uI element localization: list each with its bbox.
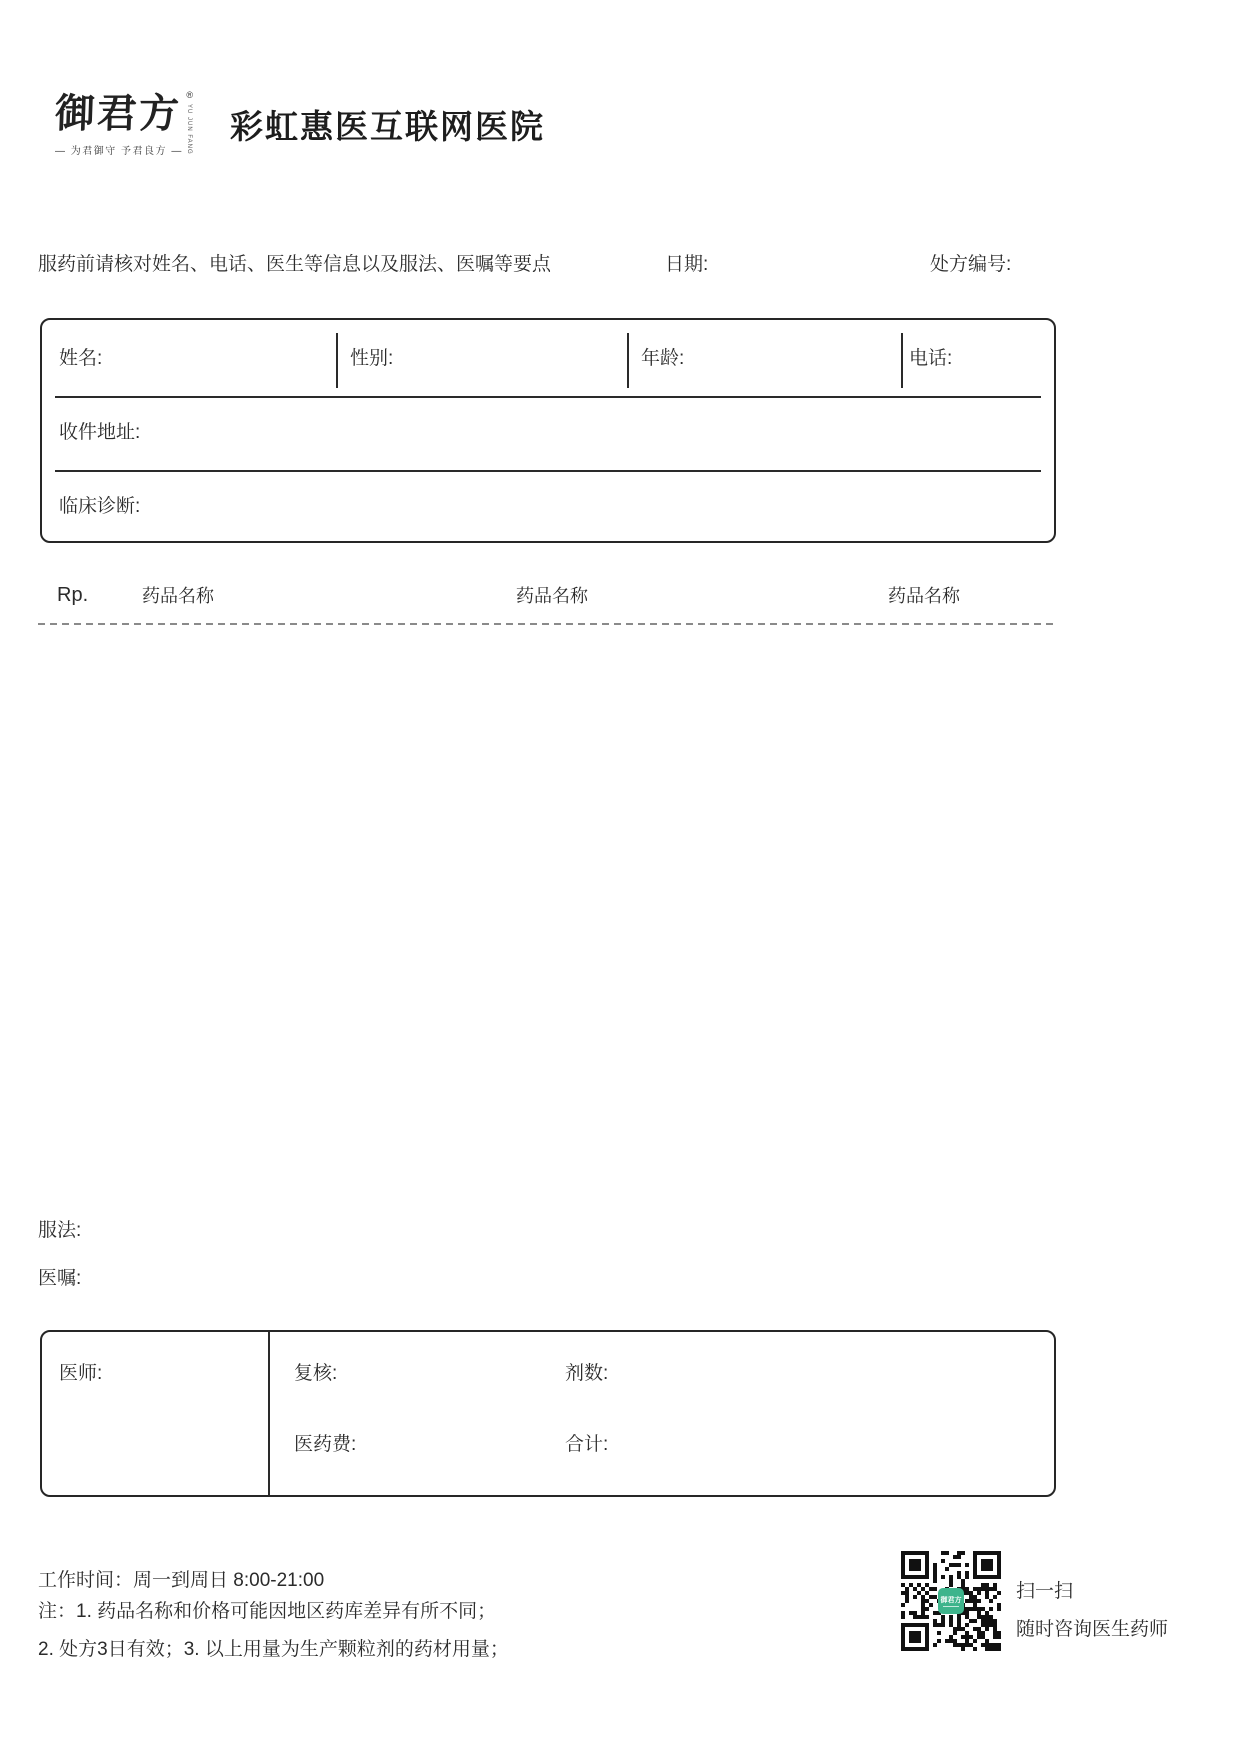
- doctor-label: 医师:: [59, 1363, 103, 1384]
- column-divider: [901, 333, 903, 388]
- registered-mark-icon: ®: [186, 90, 193, 100]
- advice-label: 医嘱:: [38, 1268, 82, 1289]
- drug-column-header-3: 药品名称: [888, 586, 960, 606]
- patient-info-box: [40, 318, 1056, 543]
- note-line-2: 2. 处方3日有效；3. 以上用量为生产颗粒剂的药材用量；: [38, 1639, 509, 1660]
- notice-text: 服药前请核对姓名、电话、医生等信息以及服法、医嘱等要点: [38, 254, 552, 275]
- drug-column-header-2: 药品名称: [516, 586, 588, 606]
- age-label: 年龄:: [641, 348, 685, 369]
- review-label: 复核:: [294, 1363, 338, 1384]
- hospital-title: 彩虹惠医互联网医院: [230, 107, 545, 146]
- usage-label: 服法:: [38, 1220, 82, 1241]
- summary-box: [40, 1330, 1056, 1497]
- dashed-divider: [38, 623, 1058, 625]
- row-divider: [55, 470, 1041, 472]
- phone-label: 电话:: [909, 348, 953, 369]
- date-label: 日期:: [665, 254, 709, 275]
- name-label: 姓名:: [59, 348, 103, 369]
- column-divider: [336, 333, 338, 388]
- svg-text:御君方: 御君方: [940, 1597, 962, 1604]
- qr-code-image: [901, 1551, 1001, 1651]
- scan-label: 扫一扫: [1016, 1581, 1074, 1602]
- row-divider: [55, 396, 1041, 398]
- column-divider: [268, 1332, 270, 1495]
- medicine-fee-label: 医药费:: [294, 1434, 357, 1455]
- brand-logo: [55, 92, 205, 157]
- working-hours: 工作时间：周一到周日 8:00-21:00: [38, 1570, 325, 1591]
- qr-code: [901, 1551, 1001, 1651]
- column-divider: [627, 333, 629, 388]
- address-label: 收件地址:: [59, 422, 141, 443]
- dose-count-label: 剂数:: [565, 1363, 609, 1384]
- note-line-1: 注：1. 药品名称和价格可能因地区药库差异有所不同；: [38, 1601, 497, 1622]
- total-label: 合计:: [565, 1434, 609, 1455]
- drug-column-header-1: 药品名称: [142, 586, 214, 606]
- scan-hint: 随时咨询医生药师: [1016, 1619, 1169, 1640]
- rx-number-label: 处方编号:: [930, 254, 1012, 275]
- gender-label: 性别:: [350, 348, 394, 369]
- rp-label: Rp.: [57, 584, 89, 606]
- logo-vertical-text: YU JUN FANG: [186, 104, 192, 155]
- logo-wordmark: 御君方: [54, 90, 182, 137]
- diagnosis-label: 临床诊断:: [59, 496, 141, 517]
- logo-tagline: — 为君御守 予君良方 —: [55, 146, 183, 157]
